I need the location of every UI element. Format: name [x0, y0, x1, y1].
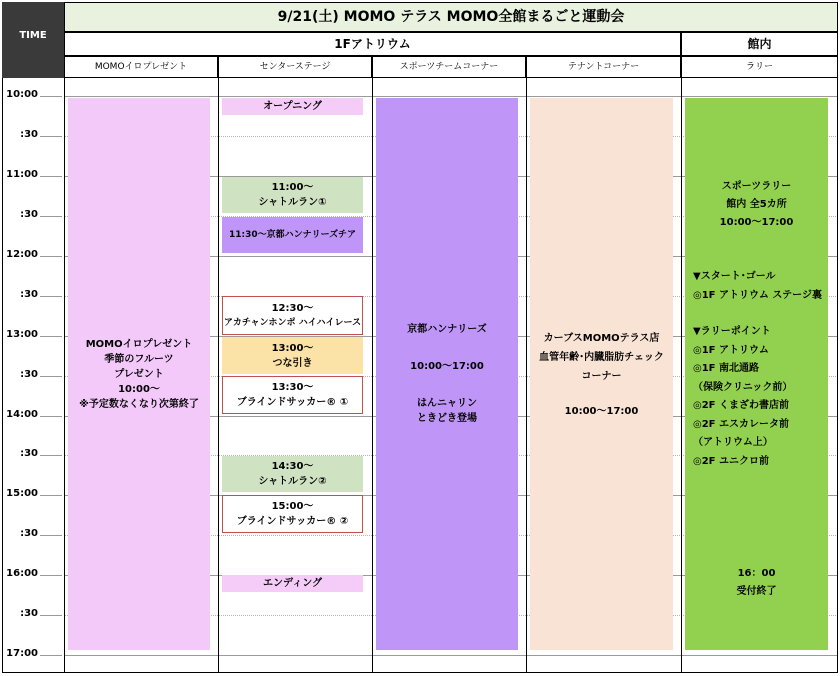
present-block [68, 98, 210, 650]
stage-ending: エンディング [222, 575, 363, 592]
tenant-name: カーブスMOMOテラス店 [543, 333, 660, 344]
rally-point: ◎2F エスカレータ前 [693, 418, 789, 430]
rally-point: （保険クリニック前） [693, 381, 793, 393]
page-title: 9/21(土) MOMO テラス MOMO全館まるごと運動会 [64, 2, 838, 32]
sports-mascot: はんニャリン [417, 398, 477, 409]
column-divider [218, 78, 219, 672]
column-header-rally: ラリー [681, 56, 838, 78]
stage-opening: オープニング [222, 98, 363, 115]
column-divider [681, 78, 682, 672]
tenant-time: 10:00～17:00 [564, 406, 639, 417]
sports-time: 10:00～17:00 [410, 361, 484, 372]
rally-point: ◎2F ユニクロ前 [693, 455, 769, 467]
tenant-desc: 血管年齢･内臓脂肪チェック [539, 352, 664, 363]
tenant-block [530, 98, 673, 650]
column-divider [372, 78, 373, 672]
stage-hannaryz-cheer: 11:30～京都ハンナリーズチア [222, 217, 363, 253]
column-divider [837, 78, 838, 672]
column-header-tenant: テナントコーナー [526, 56, 681, 78]
present-line: 10:00～ [118, 383, 160, 395]
column-divider [526, 78, 527, 672]
stage-baby-race: 12:30～ アカチャンホンポ ハイハイレース [222, 296, 363, 335]
grid-line [64, 655, 838, 656]
column-header-stage: センターステージ [218, 56, 372, 78]
present-line: 季節のフルーツ [104, 353, 174, 365]
rally-start: ▼スタート･ゴール ◎1F アトリウム ステージ裏 [693, 271, 822, 301]
time-header: TIME [19, 30, 47, 41]
sports-mascot-note: ときどき登場 [417, 413, 477, 424]
present-line: ※予定数なくなり次第終了 [79, 398, 199, 410]
present-line: MOMOイロプレゼント [85, 338, 193, 350]
rally-summary: スポーツラリー 館内 全5カ所 10:00～17:00 [719, 181, 794, 228]
sports-block [376, 98, 518, 650]
column-divider [64, 78, 65, 672]
rally-point: ◎1F アトリウム [693, 344, 769, 356]
rally-point: ◎1F 南北通路 [693, 363, 759, 374]
area-header-atrium: 1Fアトリウム [64, 32, 681, 56]
tenant-desc: コーナー [581, 371, 622, 382]
rally-point: （アトリウム上） [693, 437, 773, 448]
present-line: プレゼント [114, 368, 164, 380]
rally-points: ▼ラリーポイント ◎1F アトリウム ◎1F 南北通路 （保険クリニック前） ◎2F くまざわ書店前 ◎2F エスカレータ前 （アトリウム上） ◎2F ユニクロ前 [685, 323, 828, 473]
stage-blind-soccer-2: 15:00～ ブラインドサッカー® ② [222, 495, 363, 533]
area-header-building: 館内 [681, 32, 838, 56]
bottom-border [2, 672, 838, 673]
rally-end: 16：00 受付終了 [736, 568, 777, 597]
sports-team: 京都ハンナリーズ [407, 324, 487, 335]
stage-tug-of-war: 13:00～ つな引き [222, 337, 363, 374]
stage-shuttle-run-2: 14:30～ シャトルラン② [222, 456, 363, 492]
rally-point: ◎2F くまざわ書店前 [693, 400, 789, 411]
column-header-sports: スポーツチームコーナー [372, 56, 526, 78]
column-header-present: MOMOイロプレゼント [64, 56, 218, 78]
stage-shuttle-run-1: 11:00～ シャトルラン① [222, 177, 363, 213]
grid-line [64, 96, 838, 97]
stage-blind-soccer-1: 13:30～ ブラインドサッカー® ① [222, 376, 363, 414]
